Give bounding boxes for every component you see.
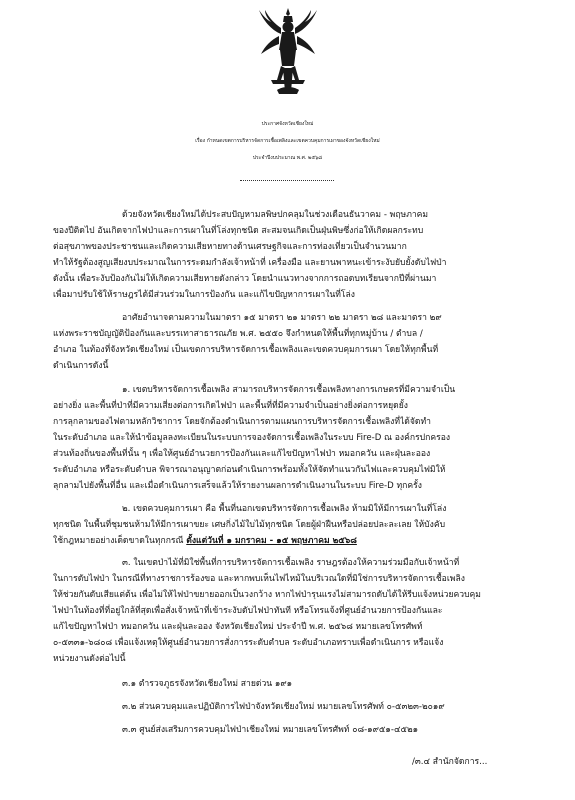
paragraph-line: ลุกลามไปยังพื้นที่อื่น และเมื่อดำเนินการเสร็จแล้วให้รายงานผลการดำเนินงานในระบบ Fire-D ทุกครั้ง <box>53 481 422 491</box>
paragraph-line: ดังนั้น เพื่อระงับป้องกันไม่ให้เกิดความเสียหายดังกล่าว โดยนำแนวทางจากการถอดบทเรียนจากปีที่ผ่านมา <box>53 274 437 284</box>
title-divider <box>240 180 334 181</box>
paragraph-line: ระดับอำเภอ หรือระดับตำบล พิจารณาอนุญาตก่อนดำเนินการพร้อมทั้งให้จัดทำแนวกันไฟและควบคุมไฟมิให้ <box>53 465 446 475</box>
paragraph-line: แก้ไขปัญหาไฟป่า หมอกควัน และฝุ่นละออง จังหวัดเชียงใหม่ ประจำปี พ.ศ. ๒๕๖๘ หมายเลขโทรศัพท์ <box>53 622 423 632</box>
paragraph-line: ทุกชนิด ในพื้นที่ชุมชนห้ามให้มีการเผาขยะ เศษกิ่งไม้ใบไม้ทุกชนิด โดยผู้ฝ่าฝืนหรือปล่อยปละละเลย ให้บังคับ <box>53 520 446 530</box>
paragraph-line <box>53 536 357 547</box>
paragraph-line: อำเภอ ในท้องที่จังหวัดเชียงใหม่ เป็นเขตการบริหารจัดการเชื้อเพลิงและเขตควบคุมการเผา โดยให้ทุกพื้นที่ <box>53 345 439 355</box>
paragraph-line: อาศัยอำนาจตามความในมาตรา ๑๕ มาตรา ๒๑ มาตรา ๒๒ มาตรา ๒๘ และมาตรา ๒๙ <box>122 313 442 323</box>
paragraph-line: เพื่อมาปรับใช้ให้ราษฎรได้มีส่วนร่วมในการป้องกัน และแก้ไขปัญหาการเผาในที่โล่ง <box>53 290 356 300</box>
announcement-subject: เรื่อง กำหนดเขตการบริหารจัดการเชื้อเพลิงและเขตควบคุมการเผาของจังหวัดเชียงใหม่ <box>195 138 380 144</box>
burn-ban-period: ตั้งแต่วันที่ ๑ มกราคม - ๑๕ พฤษภาคม ๒๕๖๘ <box>186 536 357 546</box>
continuation-marker: /๓.๔ สำนักจัดการ... <box>412 757 488 767</box>
paragraph-line: อย่างยิ่ง และพื้นที่ป่าที่มีความเสี่ยงต่อการเกิดไฟป่า และพื้นที่ที่มีความจำเป็นอย่างยิ่งต่อการหยุดยั้ง <box>53 401 408 411</box>
paragraph-line: ในการดับไฟป่า ในกรณีที่ทางราชการร้องขอ และหากพบเห็นไฟไหม้ในบริเวณใดที่มิใช่การบริหารจัดการเชื้อเพลิง <box>53 574 465 584</box>
contact-item: ๓.๒ ส่วนควบคุมและปฏิบัติการไฟป่าจังหวัดเชียงใหม่ หมายเลขโทรศัพท์ ๐-๕๓๒๓-๒๐๑๙ <box>122 702 445 712</box>
paragraph-line: ไฟป่าในท้องที่ที่อยู่ใกล้ที่สุดเพื่อสั่งเจ้าหน้าที่เข้าระงับดับไฟป่าทันที หรือโทรแจ้งที่ศูนย์อำนวยการป้องกันและ <box>53 606 443 616</box>
paragraph-line: ๒. เขตควบคุมการเผา คือ พื้นที่นอกเขตบริหารจัดการเชื้อเพลิง ห้ามมิให้มีการเผาในที่โล่ง <box>122 504 447 514</box>
paragraph-line-text: ใช้กฎหมายอย่างเด็ดขาดในทุกกรณี <box>53 536 187 546</box>
paragraph-line: แห่งพระราชบัญญัติป้องกันและบรรเทาสาธารณภัย พ.ศ. ๒๕๕๐ จึงกำหนดให้พื้นที่ทุกหมู่บ้าน / ตำบล / <box>53 329 423 339</box>
paragraph-line: ในระดับอำเภอ และให้นำข้อมูลลงทะเบียนในระบบการจองจัดการเชื้อเพลิงในระบบ Fire-D ณ องค์กรปกครอง <box>53 433 451 443</box>
paragraph-line: การลุกลามของไฟตามหลักวิชาการ โดยจักต้องดำเนินการตามแผนการบริหารจัดการเชื้อเพลิงที่ได้จัดทำ <box>53 417 431 427</box>
garuda-emblem-icon <box>257 6 319 96</box>
paragraph-line: ต่อสุขภาพของประชาชนและเกิดความเสียหายทางด้านเศรษฐกิจและการท่องเที่ยวเป็นจำนวนมาก <box>53 242 407 252</box>
paragraph-line: ของปีติดไป อันเกิดจากไฟป่าและการเผาในที่โล่งทุกชนิด สะสมจนเกิดเป็นฝุ่นพิษซึ่งก่อให้เกิดผลกระทบ <box>53 226 424 236</box>
announcement-fiscal-year: ประจำปีงบประมาณ พ.ศ. ๒๕๖๘ <box>252 155 323 161</box>
paragraph-line: ๑. เขตบริหารจัดการเชื้อเพลิง สามารถบริหารจัดการเชื้อเพลิงทางการเกษตรที่มีความจำเป็น <box>122 385 456 395</box>
paragraph-line: ๐-๕๓๓๑-๖๘๐๘ เพื่อแจ้งเหตุให้ศูนย์อำนวยการสั่งการระดับตำบล ระดับอำเภอทราบเพื่อดำเนินการ หรือแจ้ง <box>53 638 444 648</box>
announcement-title: ประกาศจังหวัดเชียงใหม่ <box>261 121 314 127</box>
paragraph-line: ทำให้รัฐต้องสูญเสียงบประมาณในการระดมกำลังเจ้าหน้าที่ เครื่องมือ และยานพาหนะเข้าระงับยับยั้งดับไฟป่า <box>53 258 447 268</box>
paragraph-line: ๓. ในเขตป่าไม้ที่มิใช่พื้นที่การบริหารจัดการเชื้อเพลิง ราษฎรต้องให้ความร่วมมือกับเจ้าหน้าที่ <box>122 558 460 568</box>
contact-item: ๓.๑ ตำรวจภูธรจังหวัดเชียงใหม่ สายด่วน ๑๙๑ <box>122 679 293 689</box>
paragraph-line: ด้วยจังหวัดเชียงใหม่ได้ประสบปัญหามลพิษปกคลุมในช่วงเดือนธันวาคม - พฤษภาคม <box>122 210 429 220</box>
contact-item: ๓.๓ ศูนย์ส่งเสริมการควบคุมไฟป่าเชียงใหม่ หมายเลขโทรศัพท์ ๐๘-๑๙๕๑-๔๕๒๑ <box>122 725 419 735</box>
paragraph-line: หน่วยงานดังต่อไปนี้ <box>53 654 126 664</box>
paragraph-line: ส่วนท้องถิ่นของพื้นที่นั้น ๆ เพื่อให้ศูนย์อำนวยการป้องกันและแก้ไขปัญหาไฟป่า หมอกควัน และฝุ่นละออง <box>53 449 431 459</box>
paragraph-line: ดำเนินการดังนี้ <box>53 361 109 371</box>
paragraph-line: ให้ช่วยกันดับเสียแต่ต้น เพื่อไม่ให้ไฟป่าขยายออกเป็นวงกว้าง หากไฟป่ารุนแรงไม่สามารถดับได้ให้รีบแจ้งหน่วยควบคุม <box>53 590 481 600</box>
